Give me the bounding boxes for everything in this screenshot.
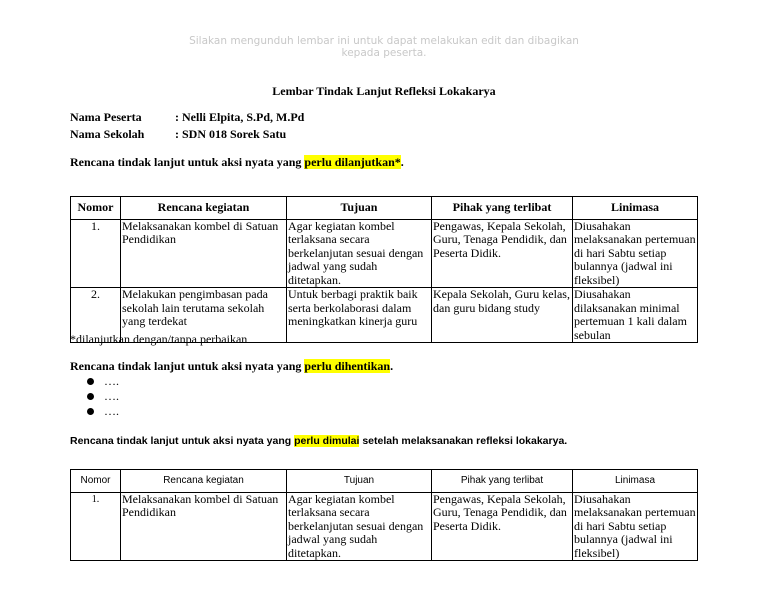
school-name-row	[70, 127, 286, 142]
list-item: ….	[70, 374, 119, 389]
cell-rencana: Melakukan pengimbasan pada sekolah lain terutama sekolah yang terdekat	[121, 288, 287, 343]
section-start-highlight: perlu dimulai	[294, 435, 360, 447]
table-header-row	[71, 470, 698, 493]
section-stop-heading-end: .	[390, 359, 394, 373]
section-continue-heading-text: Rencana tindak lanjut untuk aksi nyata yang	[70, 155, 305, 169]
continue-plan-table	[70, 196, 698, 343]
cell-pihak: Kepala Sekolah, Guru kelas, dan guru bidang study	[432, 288, 573, 343]
table-row	[71, 219, 698, 288]
school-name-label: Nama Sekolah	[70, 127, 145, 141]
col-header-linimasa: Linimasa	[573, 197, 698, 220]
share-notice-line-2: kepada peserta.	[341, 47, 427, 59]
col-header-rencana: Rencana kegiatan	[121, 197, 287, 220]
cell-pihak: Pengawas, Kepala Sekolah, Guru, Tenaga Pendidik, dan Peserta Didik.	[432, 492, 573, 561]
start-plan-table	[70, 469, 698, 561]
section-continue-heading-end: .	[400, 155, 404, 169]
stop-bullet-list	[70, 374, 119, 419]
cell-nomor: 1.	[71, 219, 121, 288]
table-header-row	[71, 197, 698, 220]
cell-rencana: Melaksanakan kombel di Satuan Pendidikan	[121, 492, 287, 561]
col-header-tujuan: Tujuan	[287, 470, 432, 493]
section-stop-heading-text: Rencana tindak lanjut untuk aksi nyata yang	[70, 359, 305, 373]
col-header-nomor: Nomor	[71, 470, 121, 493]
section-start-heading	[70, 435, 567, 447]
col-header-rencana: Rencana kegiatan	[121, 470, 287, 493]
list-item: ….	[70, 404, 119, 419]
col-header-linimasa: Linimasa	[573, 470, 698, 493]
cell-tujuan: Untuk berbagi praktik baik serta berkolaborasi dalam meningkatkan kinerja guru	[287, 288, 432, 343]
cell-nomor: 1.	[71, 492, 121, 561]
list-item: ….	[70, 389, 119, 404]
share-notice-line-1: Silakan mengunduh lembar ini untuk dapat melakukan edit dan dibagikan	[189, 35, 579, 47]
participant-name-value: : Nelli Elpita, S.Pd, M.Pd	[175, 110, 305, 124]
section-start-heading-end: setelah melaksanakan refleksi lokakarya.	[359, 435, 568, 447]
section-continue-heading	[70, 155, 404, 170]
section-stop-heading	[70, 359, 393, 374]
cell-pihak: Pengawas, Kepala Sekolah, Guru, Tenaga Pendidik, dan Peserta Didik.	[432, 219, 573, 288]
cell-nomor: 2.	[71, 288, 121, 343]
cell-rencana: Melaksanakan kombel di Satuan Pendidikan	[121, 219, 287, 288]
section-continue-highlight: perlu dilanjutkan*	[304, 155, 401, 169]
cell-linimasa: Diusahakan dilaksanakan minimal pertemuan 1 kali dalam sebulan	[573, 288, 698, 343]
participant-name-row	[70, 110, 304, 125]
school-name-value: : SDN 018 Sorek Satu	[175, 127, 287, 141]
cell-tujuan: Agar kegiatan kombel terlaksana secara berkelanjutan sesuai dengan jadwal yang sudah ditetapkan.	[287, 492, 432, 561]
footnote: *dilanjutkan dengan/tanpa perbaikan	[70, 332, 248, 346]
share-notice	[0, 35, 768, 59]
col-header-pihak: Pihak yang terlibat	[432, 197, 573, 220]
section-start-heading-text: Rencana tindak lanjut untuk aksi nyata yang	[70, 435, 295, 447]
participant-name-label: Nama Peserta	[70, 110, 142, 124]
col-header-nomor: Nomor	[71, 197, 121, 220]
col-header-tujuan: Tujuan	[287, 197, 432, 220]
col-header-pihak: Pihak yang terlibat	[432, 470, 573, 493]
table-row	[71, 492, 698, 561]
cell-linimasa: Diusahakan melaksanakan pertemuan di hari Sabtu setiap bulannya (jadwal ini fleksibel)	[574, 491, 696, 560]
document-title: Lembar Tindak Lanjut Refleksi Lokakarya	[272, 84, 496, 98]
cell-linimasa: Diusahakan melaksanakan pertemuan di hari Sabtu setiap bulannya (jadwal ini fleksibel)	[574, 218, 696, 287]
section-stop-highlight: perlu dihentikan	[304, 359, 391, 373]
cell-tujuan: Agar kegiatan kombel terlaksana secara berkelanjutan sesuai dengan jadwal yang sudah ditetapkan.	[287, 219, 432, 288]
